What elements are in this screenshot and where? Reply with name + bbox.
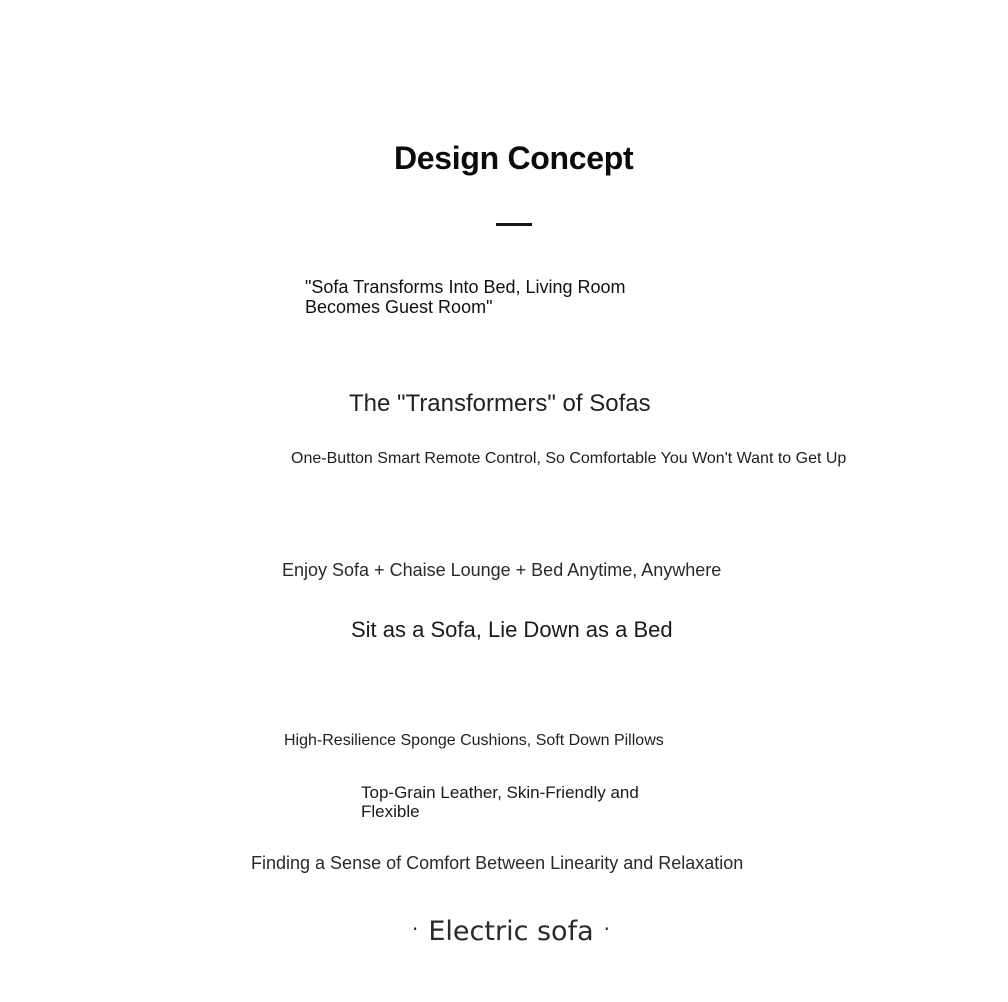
feature-leather: Top-Grain Leather, Skin-Friendly and Flexible bbox=[361, 783, 639, 821]
feature-remote-control: One-Button Smart Remote Control, So Comfortable You Won't Want to Get Up bbox=[291, 450, 847, 467]
feature-comfort: Finding a Sense of Comfort Between Linearity and Relaxation bbox=[251, 853, 744, 873]
brand-dot-left: · bbox=[412, 917, 419, 941]
brand-dot-right: · bbox=[603, 917, 610, 941]
feature-enjoy-anytime: Enjoy Sofa + Chaise Lounge + Bed Anytime, Anywhere bbox=[282, 560, 722, 580]
feature-cushions: High-Resilience Sponge Cushions, Soft Down Pillows bbox=[284, 732, 664, 749]
page-title: Design Concept bbox=[394, 140, 634, 176]
feature-sofa-bed: Sit as a Sofa, Lie Down as a Bed bbox=[351, 617, 673, 642]
brand-caption bbox=[412, 916, 610, 947]
section-heading: The "Transformers" of Sofas bbox=[349, 390, 651, 417]
title-divider bbox=[496, 223, 532, 226]
tagline-quote: "Sofa Transforms Into Bed, Living Room Becomes Guest Room" bbox=[305, 277, 626, 317]
brand-text: Electric sofa bbox=[428, 916, 594, 947]
